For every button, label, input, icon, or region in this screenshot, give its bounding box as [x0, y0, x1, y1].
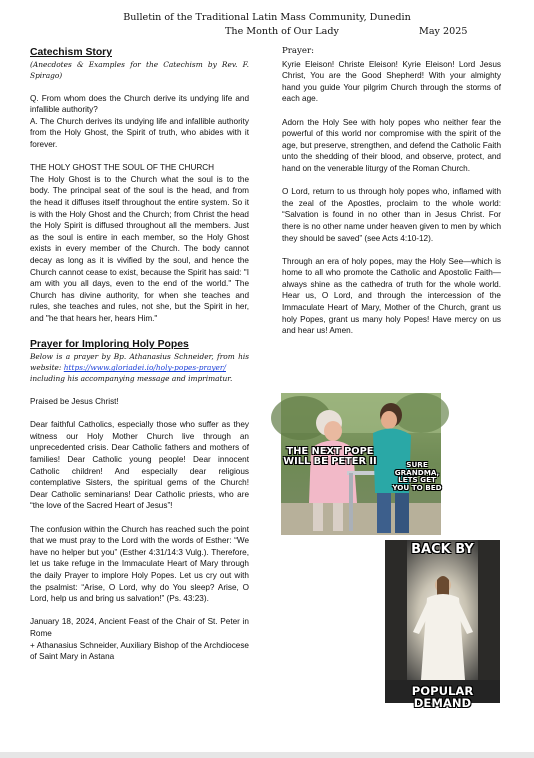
popes-letter-paragraph-1: Dear faithful Catholics, especially those who suffer as they witness our Holy Mother Church live through an unprecedented crisis. Dear Catholic fathers and mothers of families! Dear Catholic young people! Dear innocent Catholic children! And especially dear religious contemplative Sisters, the spiritual gems of the Church! Dear Catholic seminarians! Dear Catholic priests, who are “the love of the Sacred Heart of Jesus”!: [30, 420, 249, 511]
grandma-meme-left-caption: THE NEXT POPE WILL BE PETER II: [283, 446, 377, 468]
catechism-answer: A. The Church derives its undying life and infallible authority from the Holy Ghost, the Spirit of truth, who abides with it forever.: [30, 116, 249, 149]
catechism-heading: Catechism Story: [30, 47, 112, 58]
popes-prayer-intro: [30, 351, 249, 384]
letter-date-line: January 18, 2024, Ancient Feast of the Chair of St. Peter in Rome: [30, 617, 249, 638]
grandma-meme-image: [281, 393, 441, 535]
bulletin-month: The Month of Our Lady: [225, 26, 339, 37]
bulletin-title: Bulletin of the Traditional Latin Mass Community, Dunedin: [123, 12, 411, 23]
prayer-paragraph-1: Kyrie Eleison! Christe Eleison! Kyrie Eleison! Lord Jesus Christ, You are the Good Shepherd! With your almighty hand you guide Your pilgrim Church through the storms of each age.: [282, 59, 501, 104]
catechism-subheading: THE HOLY GHOST THE SOUL OF THE CHURCH: [30, 163, 215, 173]
gloriadei-link[interactable]: https://www.gloriadei.io/holy-popes-prayer/: [63, 363, 226, 373]
right-column: [282, 46, 501, 337]
catechism-source: (Anecdotes & Examples for the Catechism by Rev. F. Spirago): [30, 60, 249, 80]
prayer-label: Prayer:: [282, 46, 314, 56]
grandma-meme-right-caption: SURE GRANDMA, LETS GET YOU TO BED: [392, 460, 442, 492]
bulletin-date: May 2025: [419, 26, 468, 37]
popes-prayer-heading: Prayer for Imploring Holy Popes: [30, 339, 189, 351]
popes-prayer-intro-text: Below is a prayer by Bp. Athanasius Schneider, from his website:: [30, 352, 249, 373]
popular-demand-top-caption: BACK BY: [411, 542, 474, 557]
prayer-paragraph-3: O Lord, return to us through holy popes who, inflamed with the zeal of the Apostles, proclaim to the whole world: “Salvation is found in no other than in Jesus Christ. For there is no other name under heaven given to men by which they should be saved” (see Acts 4:10-12).: [282, 187, 501, 243]
popular-demand-bottom-caption: POPULAR DEMAND: [411, 684, 474, 711]
popes-prayer-intro-text-2: including his accompanying message and imprimatur.: [30, 374, 233, 384]
left-column: [30, 46, 249, 663]
popes-letter-paragraph-2: The confusion within the Church has reached such the point that we must pray to the Lord with the words of Esther: “We have no helper but you” (Esther 4:31/14:3 Vulg.). Therefore, let us take refuge in the Immaculate Heart of Mary through the daily Prayer to implore Holy Popes. Let us cry out with the psalmist: “Arise, O Lord, why do You sleep? Arise, O Lord, help us and bring us salvation!” (Ps. 43:23).: [30, 524, 249, 604]
popular-demand-meme-image: [385, 540, 500, 711]
letter-signature: + Athanasius Schneider, Auxiliary Bishop of the Archdiocese of Saint Mary in Astana: [30, 640, 249, 662]
page-bottom-edge: [0, 752, 534, 758]
risen-christ-illustration: [385, 540, 500, 703]
catechism-question: Q. From whom does the Church derive its undying life and infallible authority?: [30, 93, 249, 115]
prayer-paragraph-2: Adorn the Holy See with holy popes who neither fear the powerful of this world nor compromise with the spirit of the age, but preserve, strengthen, and defend the Catholic Faith unto the shedding of their blood, and observe, protect, and hand on the venerable liturgy of the Roman Church.: [282, 117, 501, 173]
catechism-body: The Holy Ghost is to the Church what the soul is to the body. The principal seat of the soul is the head, and from the head it diffuses itself throughout the entire system. So it is with the Holy Ghost and the Church; from Christ the head the Holy Spirit is diffused throughout all the members. Just as the soul is entire in each member, so the Holy Ghost exists in every member of the Church. The body cannot decay as long as it is vivified by the soul, and hence the Church cannot cease to exist, because the Spirit has said: "I am with you all days, even to the end of the world." The Church has divine authority, for when she teaches and rules, she teaches and rules, not she, but the Spirit in her, and "he that hears her, hears Him.": [30, 174, 249, 323]
prayer-paragraph-4: Through an era of holy popes, may the Holy See—which is home to all who promote the Catholic and Apostolic Faith— always shine as the cathedra of truth for the whole world. Hear us, O Lord, and through the intercession of the Immaculate Heart of Mary, Mother of the Church, grant us holy Popes, grant us many holy Popes! Have mercy on us and hear us! Amen.: [282, 256, 501, 336]
praised-line: Praised be Jesus Christ!: [30, 397, 119, 407]
